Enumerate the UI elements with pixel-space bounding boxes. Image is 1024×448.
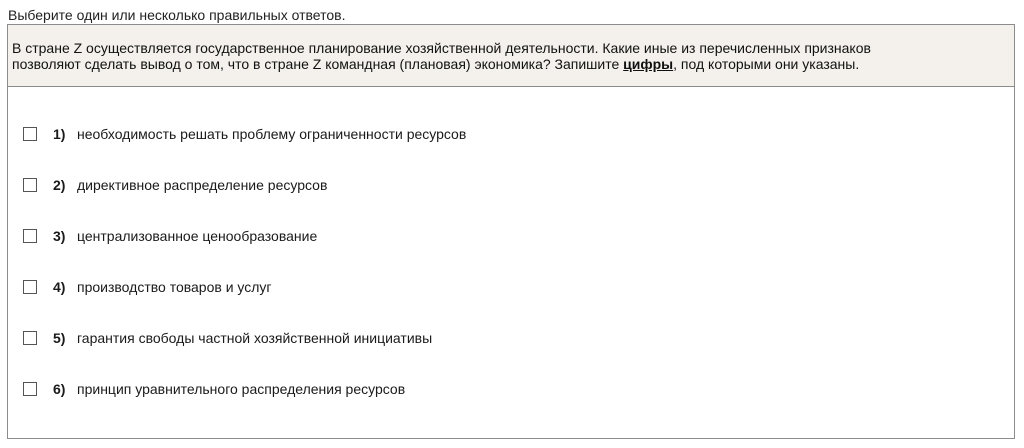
option-6-number: 6): [53, 381, 66, 397]
option-3[interactable]: [23, 226, 317, 246]
option-1-label: необходимость решать проблему ограниченности ресурсов: [77, 126, 467, 142]
option-6-checkbox[interactable]: [23, 382, 37, 396]
option-2[interactable]: [23, 175, 327, 195]
option-6[interactable]: [23, 379, 405, 399]
option-4-number: 4): [53, 279, 66, 295]
option-3-label: централизованное ценообразование: [77, 228, 318, 244]
option-2-checkbox[interactable]: [23, 178, 37, 192]
option-3-checkbox[interactable]: [23, 229, 37, 243]
question-line-1: В стране Z осуществляется государственное планирование хозяйственной деятельности. Какие иные из перечисленных признаков: [12, 40, 871, 56]
option-1-checkbox[interactable]: [23, 127, 37, 141]
option-5-number: 5): [53, 330, 66, 346]
question-emphasis: цифры: [623, 56, 674, 72]
question-line-2: [12, 56, 1014, 72]
option-6-label: принцип уравнительного распределения ресурсов: [77, 381, 406, 397]
option-5-checkbox[interactable]: [23, 331, 37, 345]
question-card: [7, 24, 1015, 439]
option-1[interactable]: [23, 124, 466, 144]
option-4[interactable]: [23, 277, 272, 297]
question-line-2-end: , под которыми они указаны.: [673, 56, 860, 72]
option-4-label: производство товаров и услуг: [77, 279, 272, 295]
question-line-2-start: позволяют сделать вывод о том, что в стране Z командная (плановая) экономика? Запишите: [12, 56, 624, 72]
question-text: [8, 25, 1014, 87]
option-3-number: 3): [53, 228, 66, 244]
option-4-checkbox[interactable]: [23, 280, 37, 294]
option-1-number: 1): [53, 126, 66, 142]
option-5[interactable]: [23, 328, 432, 348]
option-5-label: гарантия свободы частной хозяйственной инициативы: [77, 330, 433, 346]
option-2-number: 2): [53, 177, 66, 193]
instruction-text: Выберите один или несколько правильных ответов.: [8, 7, 346, 23]
option-2-label: директивное распределение ресурсов: [77, 177, 328, 193]
